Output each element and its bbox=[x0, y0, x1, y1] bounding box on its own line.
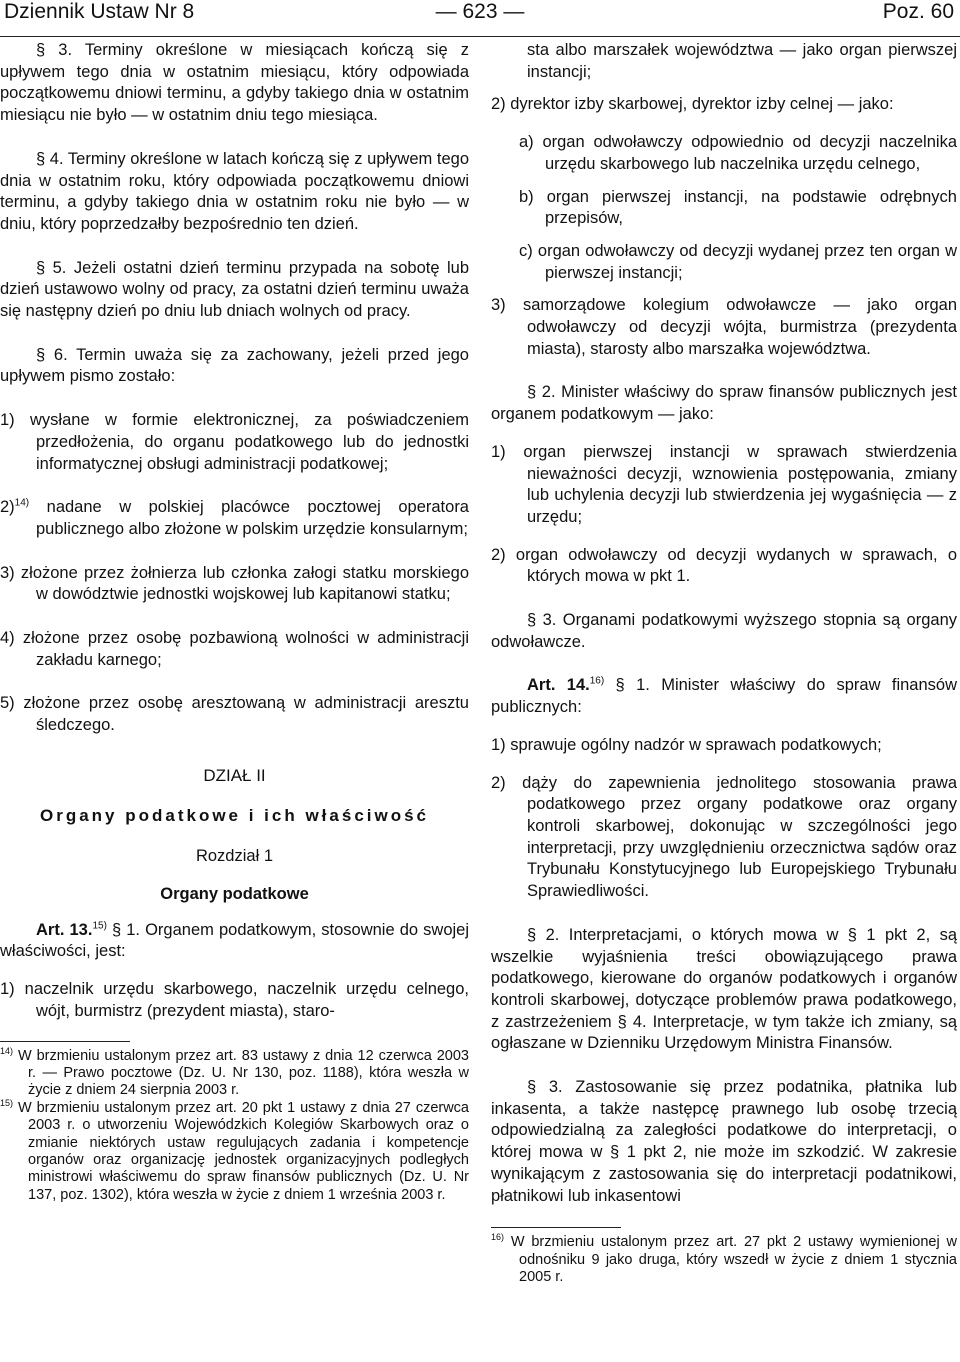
paragraph-2: § 2. Interpretacjami, o których mowa w § 1 pkt 2, są wszelkie wyjaśnienia treści obowiązującego prawa podatkowego, kierowane do organów podatkowych i organów kontroli skarbowej, dotyczące problemów prawa podatkowego, z zastrzeżeniem § 4. Interpretacje, w tym także ich zmiany, są ogłaszane w Dzienniku Urzędowym Ministra Finansów. bbox=[491, 925, 957, 1053]
footnote-14: $^{14)}$ W brzmieniu ustalonym przez art. 83 ustawy z dnia 12 czerwca 2003 r. — Prawo pocztowe (Dz. U. Nr 130, poz. 1188), która weszła w życie z dniem 24 sierpnia 2003 r. bbox=[0, 1045, 469, 1099]
footnote-divider bbox=[491, 1227, 621, 1228]
paragraph-2: § 2. Minister właściwy do spraw finansów publicznych jest organem podatkowym — jako: bbox=[491, 383, 957, 424]
position-number: Poz. 60 bbox=[882, 0, 954, 23]
paragraph-3: § 3. Terminy określone w miesiącach kończą się z upływem tego dnia w ostatnim miesiącu, który odpowiada początkowemu dniowi terminu, a gdyby takiego dnia w ostatnim miesiącu nie było — w ostatnim dniu tego miesiąca. bbox=[0, 41, 469, 125]
paragraph-4: § 4. Terminy określone w latach kończą się z upływem tego dnia w ostatnim roku, który odpowiada początkowemu dniowi terminu, a gdyby takiego dnia w ostatnim roku nie było — w dniu, który poprzedzałby bezpośrednio ten dzień. bbox=[0, 149, 469, 233]
chapter-title: Organy podatkowe bbox=[160, 884, 309, 903]
list-item: 2)$^{14)}$ nadane w polskiej placówce pocztowej operatora publicznego albo złożone w polskim urzędzie konsularnym; bbox=[0, 497, 469, 538]
list-item: 1) sprawuje ogólny nadzór w sprawach podatkowych; bbox=[491, 735, 882, 754]
page-number: — 623 — bbox=[435, 0, 525, 23]
list-item: 2) organ odwoławczy od decyzji wydanych w sprawach, o których mowa w pkt 1. bbox=[491, 545, 957, 586]
sub-item: a) organ odwoławczy odpowiednio od decyzji naczelnika urzędu skarbowego lub naczelnika urzędu celnego, bbox=[519, 133, 957, 173]
footnote-ref[interactable]: 14) bbox=[14, 497, 30, 509]
left-column bbox=[0, 40, 469, 1204]
list-item: 1) organ pierwszej instancji w sprawach stwierdzenia nieważności decyzji, wznowienia postępowania, zmiany lub uchylenia decyzji lub stwierdzenia jej wygaśnięcia — z urzędu; bbox=[491, 442, 957, 526]
list-item: 1) wysłane w formie elektronicznej, za poświadczeniem przedłożenia, do organu podatkowego lub do jednostki informatycznej obsługi administracji podatkowej; bbox=[0, 411, 469, 473]
division-heading: DZIAŁ II bbox=[203, 765, 266, 785]
chapter-heading: Rozdział 1 bbox=[195, 847, 274, 866]
footnote-divider bbox=[0, 1041, 130, 1042]
paragraph-3: § 3. Organami podatkowymi wyższego stopnia są organy odwoławcze. bbox=[491, 611, 957, 651]
article-13: Art. 13.$^{15)}$ § 1. Organem podatkowym, stosownie do swojej właściwości, jest: bbox=[0, 920, 470, 961]
page-header bbox=[0, 0, 960, 37]
list-item: 1) naczelnik urzędu skarbowego, naczelnik urzędu celnego, wójt, burmistrz (prezydent miasta), staro- bbox=[0, 980, 469, 1020]
journal-title: Dziennik Ustaw Nr 8 bbox=[4, 0, 195, 23]
paragraph-6: § 6. Termin uważa się za zachowany, jeżeli przed jego upływem pismo zostało: bbox=[0, 345, 469, 386]
list-item: 5) złożone przez osobę aresztowaną w administracji aresztu śledczego. bbox=[0, 694, 469, 735]
right-column bbox=[491, 40, 957, 1286]
list-item: 4) złożone przez osobę pozbawioną wolności w administracji zakładu karnego; bbox=[0, 629, 469, 669]
paragraph-5: § 5. Jeżeli ostatni dzień terminu przypada na sobotę lub dzień ustawowo wolny od pracy, za ostatni dzień terminu uważa się następny dzień po dniu lub dniach wolnych od pracy. bbox=[0, 258, 469, 321]
footnote-16: $^{16)}$ W brzmieniu ustalonym przez art. 27 pkt 2 ustawy wymienionej w odnośniku 9 jako druga, który wszedł w życie z dniem 1 stycznia 2005 r. bbox=[491, 1232, 957, 1286]
article-14: Art. 14.$^{16)}$ § 1. Minister właściwy do spraw finansów publicznych: bbox=[491, 675, 957, 717]
sub-item: c) organ odwoławczy od decyzji wydanej przez ten organ w pierwszej instancji; bbox=[519, 241, 957, 282]
division-title: Organy podatkowe i ich właściwość bbox=[39, 805, 430, 825]
continuation-text: sta albo marszałek województwa — jako organ pierwszej instancji; bbox=[527, 41, 957, 81]
footnote-ref[interactable]: 15) bbox=[92, 920, 107, 932]
sub-item: b) organ pierwszej instancji, na podstawie odrębnych przepisów, bbox=[519, 187, 957, 228]
list-item: 2) dąży do zapewnienia jednolitego stosowania prawa podatkowego przez organy podatkowe oraz organy kontroli skarbowej, dokonując w szczególności jego interpretacji, przy uwzględnieniu orzecznictwa sądów oraz Trybunału Konstytucyjnego lub Europejskiego Trybunału Sprawiedliwości. bbox=[491, 773, 957, 901]
list-item: 3) samorządowe kolegium odwoławcze — jako organ odwoławczy od decyzji wójta, burmistrza (prezydenta miasta), starosty albo marszałka województwa. bbox=[491, 296, 957, 358]
paragraph-3: § 3. Zastosowanie się przez podatnika, płatnika lub inkasenta, a także następcę prawnego lub osobę trzecią odpowiedzialną za zaległości podatkowe do interpretacji, o której mowa w § 1 pkt 2, nie może im szkodzić. W zakresie wynikającym z zastosowania się do interpretacji podatnikowi, płatnikowi lub inkasentowi bbox=[491, 1078, 957, 1205]
footnote-15: $^{15)}$ W brzmieniu ustalonym przez art. 20 pkt 1 ustawy z dnia 27 czerwca 2003 r. o utworzeniu Wojewódzkich Kolegiów Skarbowych oraz o zmianie niektórych ustaw regulujących zadania i kompetencje organów oraz organizację jednostek organizacyjnych podległych ministrowi właściwemu do spraw finansów publicznych (Dz. U. Nr 137, poz. 1302), która weszła w życie z dniem 1 września 2003 r. bbox=[0, 1097, 469, 1203]
list-item: 3) złożone przez żołnierza lub członka załogi statku morskiego w dowództwie jednostki wojskowej lub kapitanowi statku; bbox=[0, 563, 469, 604]
footnote-ref[interactable]: 16) bbox=[589, 675, 605, 687]
list-item: 2) dyrektor izby skarbowej, dyrektor izby celnej — jako: bbox=[491, 95, 894, 114]
